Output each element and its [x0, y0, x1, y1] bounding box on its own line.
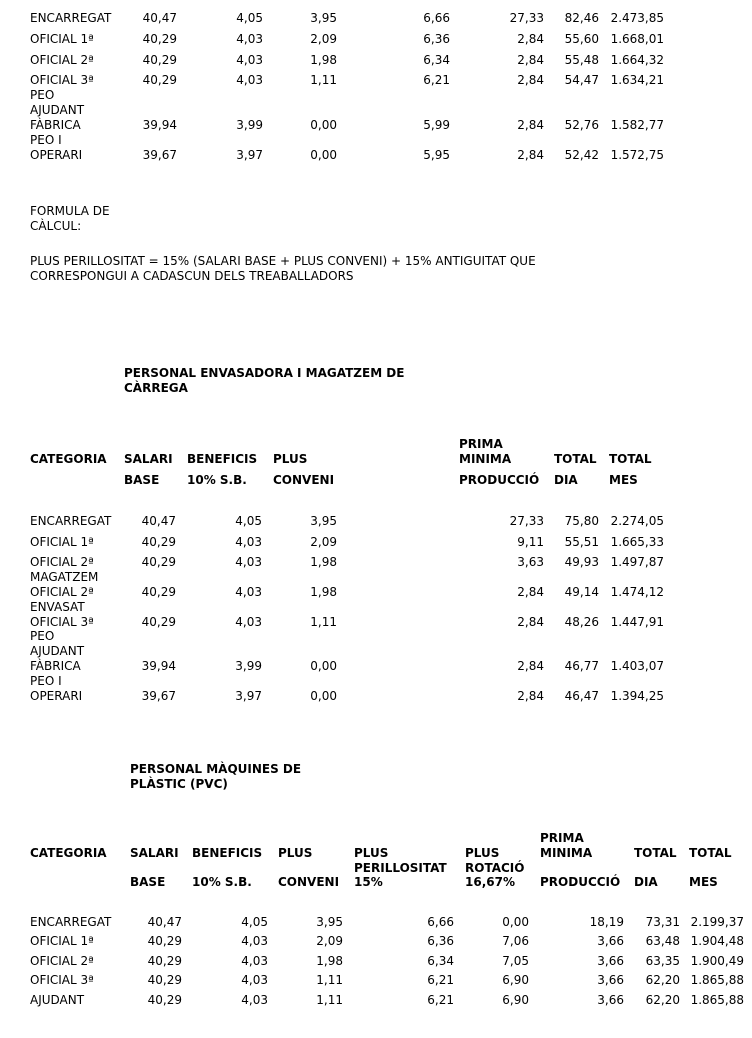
column-header: MES	[689, 875, 718, 889]
table-cell: 40,29	[147, 993, 182, 1007]
table-cell: 82,46	[564, 11, 599, 25]
table-row-category: OFICIAL 1ª	[30, 32, 94, 46]
table-cell: 40,29	[142, 73, 177, 87]
table-cell: 1.403,07	[610, 659, 664, 673]
column-header: PLUS	[278, 846, 313, 860]
table-cell: 39,94	[141, 659, 176, 673]
table-cell: 3,63	[517, 555, 544, 569]
table-cell: 63,35	[645, 954, 680, 968]
column-header: CONVENI	[278, 875, 340, 889]
column-header: MINIMA	[459, 452, 512, 466]
table-cell: 55,48	[564, 53, 599, 67]
table-row-category: AJUDANT	[30, 644, 85, 658]
table-row-category: PEO I	[30, 674, 62, 688]
column-header: PLUS	[354, 846, 389, 860]
table-cell: 1.664,32	[610, 53, 664, 67]
column-header: DIA	[634, 875, 658, 889]
table-row-category: OFICIAL 3ª	[30, 615, 94, 629]
table-cell: 1.572,75	[610, 148, 664, 162]
table-cell: 18,19	[589, 915, 624, 929]
table-cell: 3,97	[235, 689, 262, 703]
table-cell: 1,98	[310, 585, 337, 599]
column-header: 10% S.B.	[187, 473, 247, 487]
table-cell: 4,03	[235, 585, 262, 599]
column-header: 15%	[354, 875, 383, 889]
column-header: PRODUCCIÓ	[540, 875, 621, 889]
table-cell: 3,95	[310, 11, 337, 25]
table-row-category: OPERARI	[30, 148, 83, 162]
table-cell: 6,21	[427, 973, 454, 987]
table-cell: 3,66	[597, 954, 624, 968]
table-row-category: OFICIAL 2ª	[30, 53, 94, 67]
table-cell: 40,47	[142, 11, 177, 25]
section-title: PERSONAL MÀQUINES DE	[130, 762, 302, 776]
table-cell: 1.668,01	[610, 32, 664, 46]
table-row-category: ENCARREGAT	[30, 915, 112, 929]
table-row-category: MAGATZEM	[30, 570, 99, 584]
table-cell: 6,66	[423, 11, 450, 25]
table-cell: 1.394,25	[610, 689, 664, 703]
table-cell: 1,11	[310, 73, 337, 87]
table-cell: 6,90	[502, 973, 529, 987]
column-header: PLUS	[273, 452, 308, 466]
table-cell: 54,47	[564, 73, 599, 87]
table-cell: 0,00	[310, 689, 337, 703]
table-cell: 39,94	[142, 118, 177, 132]
table-cell: 4,03	[236, 53, 263, 67]
column-header: PRIMA	[459, 437, 503, 451]
table-cell: 39,67	[141, 689, 176, 703]
table-cell: 3,95	[310, 514, 337, 528]
column-header: BENEFICIS	[187, 452, 258, 466]
table-cell: 46,77	[564, 659, 599, 673]
column-header: BASE	[124, 473, 160, 487]
column-header: PERILLOSITAT	[354, 861, 447, 875]
table-cell: 7,05	[502, 954, 529, 968]
table-cell: 2,84	[517, 615, 544, 629]
table-cell: 52,76	[564, 118, 599, 132]
table-row-category: PEO	[30, 629, 55, 643]
table-cell: 46,47	[564, 689, 599, 703]
column-header: TOTAL	[634, 846, 677, 860]
formula-label: CÀLCUL:	[30, 219, 82, 233]
table-cell: 40,29	[142, 53, 177, 67]
table-cell: 4,03	[241, 993, 268, 1007]
table-cell: 40,47	[141, 514, 176, 528]
table-cell: 6,90	[502, 993, 529, 1007]
table-row-category: ENCARREGAT	[30, 514, 112, 528]
table-cell: 40,29	[147, 954, 182, 968]
table-cell: 1.474,12	[610, 585, 664, 599]
table-cell: 6,36	[423, 32, 450, 46]
column-header: PRODUCCIÓ	[459, 473, 540, 487]
table-cell: 3,99	[236, 118, 263, 132]
column-header: DIA	[554, 473, 578, 487]
table-cell: 2,09	[316, 934, 343, 948]
section-title: PERSONAL ENVASADORA I MAGATZEM DE	[124, 366, 405, 380]
table-cell: 49,93	[564, 555, 599, 569]
table-cell: 3,99	[235, 659, 262, 673]
column-header: MES	[609, 473, 638, 487]
table-row-category: PEO I	[30, 133, 62, 147]
table-cell: 52,42	[564, 148, 599, 162]
table-cell: 3,66	[597, 993, 624, 1007]
table-cell: 40,29	[142, 32, 177, 46]
table-cell: 9,11	[517, 535, 544, 549]
table-row-category: OFICIAL 2ª	[30, 585, 94, 599]
table-cell: 1.900,49	[690, 954, 744, 968]
table-cell: 40,29	[141, 535, 176, 549]
formula-label: FORMULA DE	[30, 204, 110, 218]
column-header: 16,67%	[465, 875, 515, 889]
column-header: CONVENI	[273, 473, 335, 487]
table-cell: 1.665,33	[610, 535, 664, 549]
table-cell: 40,29	[141, 615, 176, 629]
table-cell: 39,67	[142, 148, 177, 162]
table-row-category: FÀBRICA	[30, 118, 81, 132]
table-cell: 1.904,48	[690, 934, 744, 948]
column-header: PLUS	[465, 846, 500, 860]
table-cell: 2,09	[310, 32, 337, 46]
column-header: SALARI	[124, 452, 173, 466]
table-cell: 40,29	[147, 973, 182, 987]
table-cell: 1.634,21	[610, 73, 664, 87]
table-cell: 5,95	[423, 148, 450, 162]
table-cell: 0,00	[310, 148, 337, 162]
table-cell: 75,80	[564, 514, 599, 528]
table-cell: 62,20	[645, 973, 680, 987]
table-cell: 2.199,37	[690, 915, 744, 929]
table-cell: 40,29	[141, 585, 176, 599]
table-cell: 7,06	[502, 934, 529, 948]
table-cell: 2,84	[517, 659, 544, 673]
table-cell: 4,03	[241, 954, 268, 968]
table-cell: 4,05	[241, 915, 268, 929]
table-cell: 2,09	[310, 535, 337, 549]
column-header: CATEGORIA	[30, 846, 107, 860]
formula-text: PLUS PERILLOSITAT = 15% (SALARI BASE + PLUS CONVENI) + 15% ANTIGUITAT QUE	[30, 254, 536, 268]
table-row-category: ENVASAT	[30, 600, 85, 614]
column-header: MINIMA	[540, 846, 593, 860]
table-cell: 40,29	[141, 555, 176, 569]
table-cell: 6,34	[423, 53, 450, 67]
table-cell: 3,95	[316, 915, 343, 929]
column-header: 10% S.B.	[192, 875, 252, 889]
table-row-category: OFICIAL 1ª	[30, 934, 94, 948]
table-cell: 6,21	[423, 73, 450, 87]
column-header: TOTAL	[554, 452, 597, 466]
table-cell: 63,48	[645, 934, 680, 948]
table-cell: 4,05	[235, 514, 262, 528]
column-header: CATEGORIA	[30, 452, 107, 466]
table-cell: 4,03	[241, 973, 268, 987]
formula-text: CORRESPONGUI A CADASCUN DELS TREABALLADORS	[30, 269, 354, 283]
table-cell: 2.473,85	[610, 11, 664, 25]
table-cell: 2.274,05	[610, 514, 664, 528]
table-cell: 4,03	[236, 73, 263, 87]
column-header: TOTAL	[689, 846, 732, 860]
table-row-category: OPERARI	[30, 689, 83, 703]
table-cell: 62,20	[645, 993, 680, 1007]
column-header: ROTACIÓ	[465, 861, 525, 875]
table-cell: 1.865,88	[690, 973, 744, 987]
table-cell: 1.447,91	[610, 615, 664, 629]
table-cell: 3,66	[597, 934, 624, 948]
table-cell: 27,33	[509, 514, 544, 528]
table-cell: 2,84	[517, 118, 544, 132]
table-row-category: PEO	[30, 88, 55, 102]
table-cell: 0,00	[310, 659, 337, 673]
table-cell: 6,36	[427, 934, 454, 948]
table-cell: 4,03	[241, 934, 268, 948]
table-cell: 1,11	[310, 615, 337, 629]
section-title: CÀRREGA	[124, 381, 188, 395]
table-cell: 3,97	[236, 148, 263, 162]
table-cell: 4,03	[236, 32, 263, 46]
table-cell: 40,47	[147, 915, 182, 929]
table-cell: 1.497,87	[610, 555, 664, 569]
table-cell: 6,34	[427, 954, 454, 968]
table-row-category: OFICIAL 2ª	[30, 954, 94, 968]
column-header: SALARI	[130, 846, 179, 860]
table-row-category: AJUDANT	[30, 103, 85, 117]
table-row-category: ENCARREGAT	[30, 11, 112, 25]
table-cell: 2,84	[517, 585, 544, 599]
table-cell: 6,66	[427, 915, 454, 929]
table-cell: 4,03	[235, 555, 262, 569]
table-cell: 0,00	[502, 915, 529, 929]
table-row-category: FÀBRICA	[30, 659, 81, 673]
table-cell: 27,33	[509, 11, 544, 25]
column-header: BENEFICIS	[192, 846, 263, 860]
table-cell: 2,84	[517, 53, 544, 67]
table-cell: 1,98	[310, 53, 337, 67]
table-cell: 1.865,88	[690, 993, 744, 1007]
table-cell: 73,31	[645, 915, 680, 929]
table-cell: 49,14	[564, 585, 599, 599]
table-cell: 55,51	[564, 535, 599, 549]
table-row-category: OFICIAL 3ª	[30, 973, 94, 987]
table-cell: 1,98	[316, 954, 343, 968]
column-header: BASE	[130, 875, 166, 889]
table-cell: 1,11	[316, 973, 343, 987]
table-cell: 6,21	[427, 993, 454, 1007]
section-title: PLÀSTIC (PVC)	[130, 777, 228, 791]
table-row-category: OFICIAL 1ª	[30, 535, 94, 549]
table-cell: 4,03	[235, 615, 262, 629]
table-cell: 4,05	[236, 11, 263, 25]
table-row-category: AJUDANT	[30, 993, 85, 1007]
table-cell: 55,60	[564, 32, 599, 46]
table-cell: 2,84	[517, 148, 544, 162]
table-cell: 1,11	[316, 993, 343, 1007]
table-cell: 48,26	[564, 615, 599, 629]
table-row-category: OFICIAL 3ª	[30, 73, 94, 87]
table-cell: 1,98	[310, 555, 337, 569]
table-cell: 40,29	[147, 934, 182, 948]
column-header: TOTAL	[609, 452, 652, 466]
table-cell: 2,84	[517, 32, 544, 46]
table-cell: 3,66	[597, 973, 624, 987]
table-cell: 2,84	[517, 73, 544, 87]
table-cell: 4,03	[235, 535, 262, 549]
table-cell: 5,99	[423, 118, 450, 132]
table-cell: 2,84	[517, 689, 544, 703]
table-row-category: OFICIAL 2ª	[30, 555, 94, 569]
column-header: PRIMA	[540, 831, 584, 845]
table-cell: 0,00	[310, 118, 337, 132]
table-cell: 1.582,77	[610, 118, 664, 132]
